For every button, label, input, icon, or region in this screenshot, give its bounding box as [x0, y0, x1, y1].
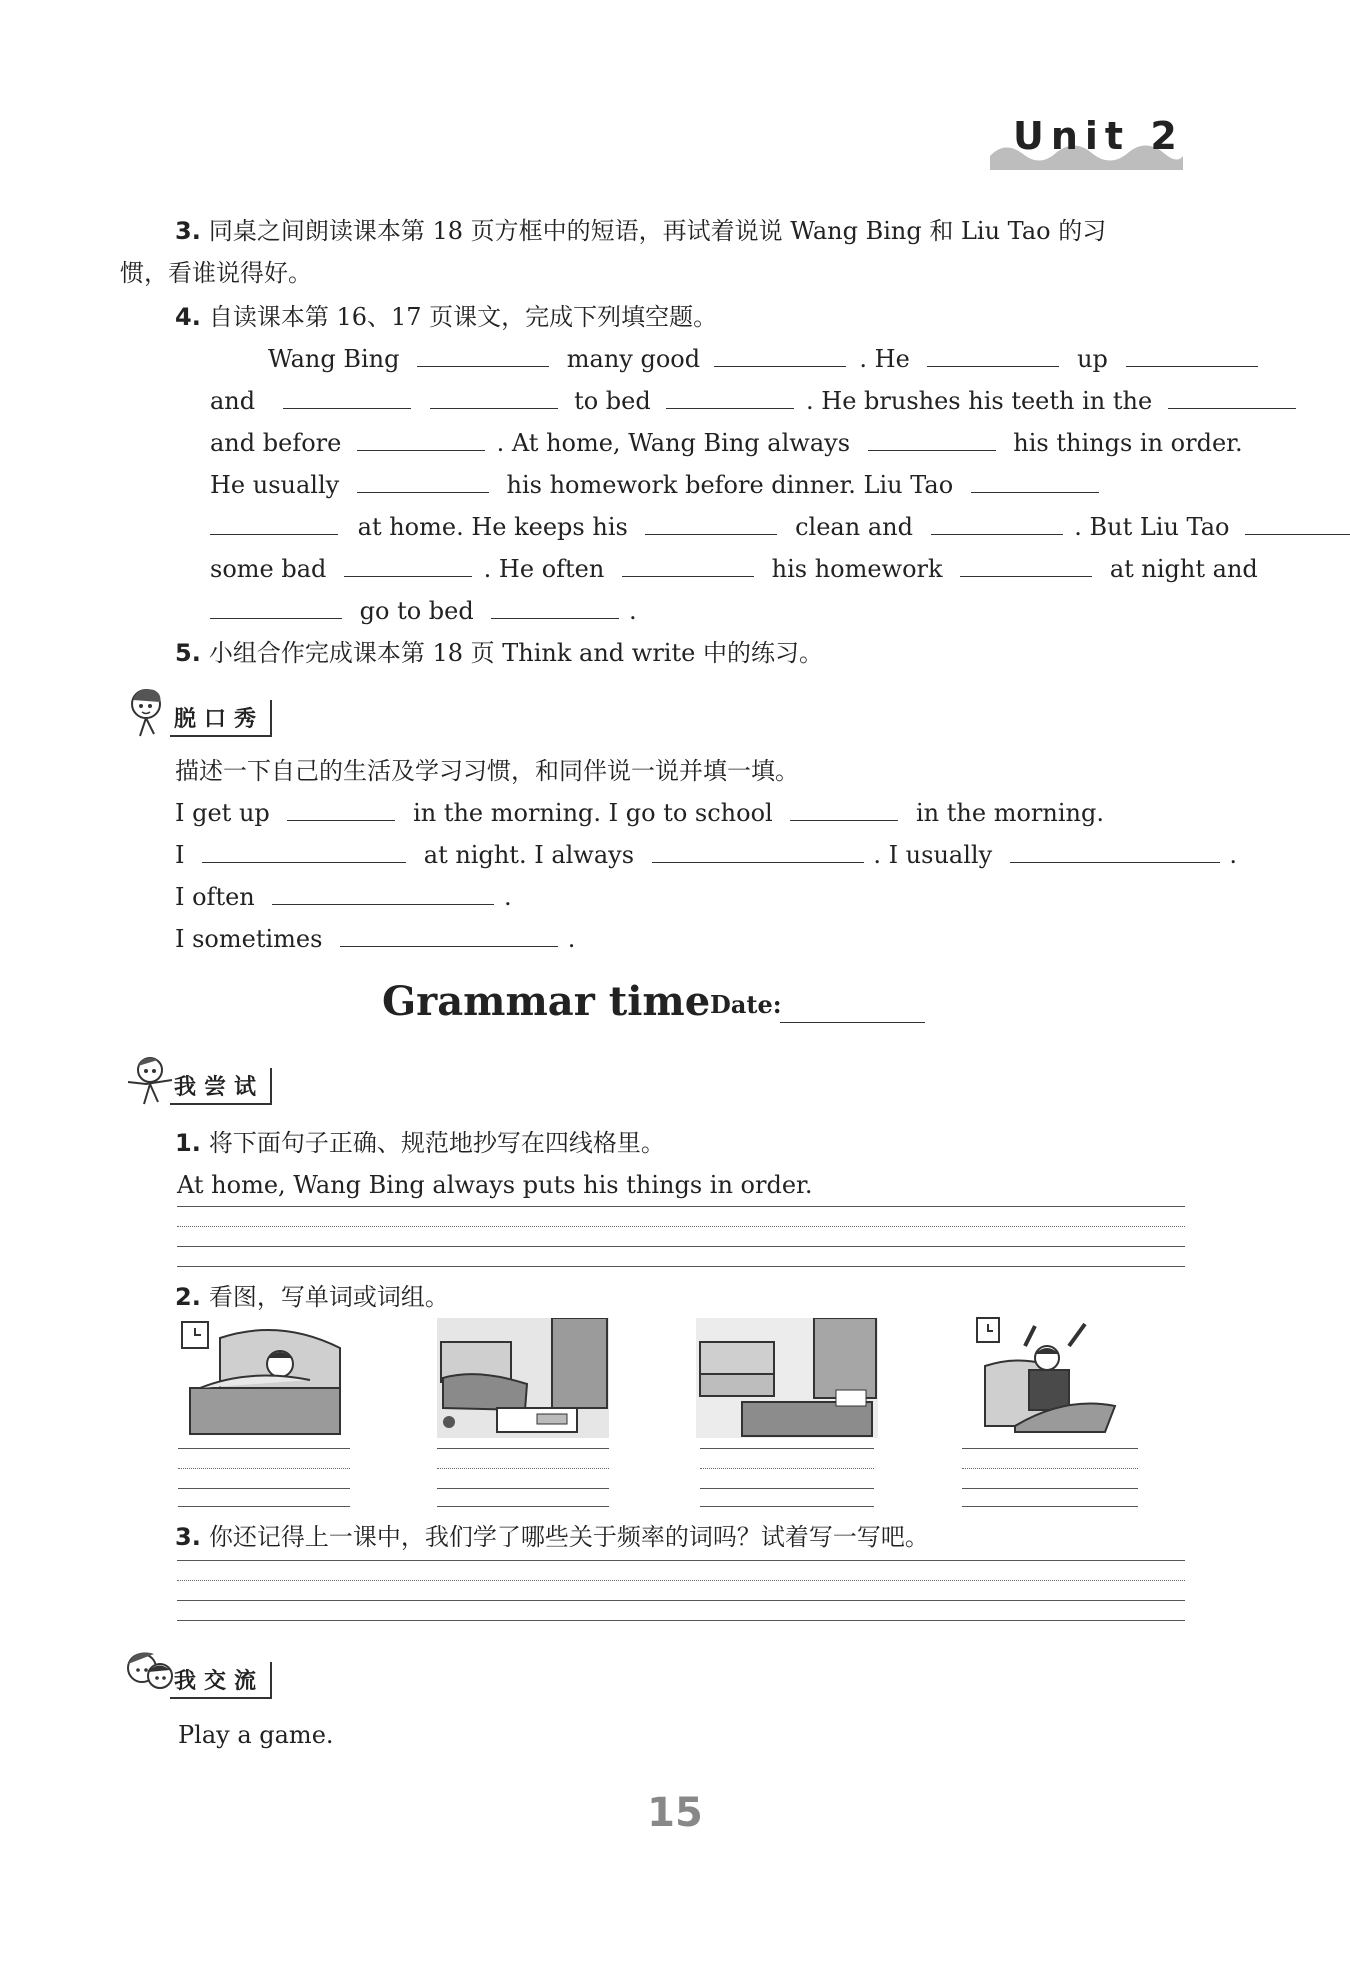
q4-text: at night and: [1109, 555, 1258, 583]
talk-text: in the morning. I go to school: [413, 799, 773, 827]
q4-text: to bed: [574, 387, 651, 415]
fill-blank[interactable]: [666, 386, 794, 409]
grid-line: [700, 1448, 874, 1449]
q4-text: his homework: [771, 555, 943, 583]
grid-line: [178, 1506, 350, 1507]
fill-blank[interactable]: [340, 924, 558, 947]
try-q2-text: 看图，写单词或词组。: [208, 1283, 449, 1311]
try-q1-line: [175, 1128, 665, 1158]
q4-number: 4.: [175, 303, 201, 331]
try-q2-number: 2.: [175, 1283, 201, 1311]
messy-room-picture: [437, 1318, 609, 1438]
fill-blank[interactable]: [210, 596, 342, 619]
grid-line: [177, 1620, 1185, 1621]
picture4-answer-grid[interactable]: [962, 1448, 1138, 1508]
q3-number: 3.: [175, 217, 201, 245]
q4-text: some bad: [210, 555, 327, 583]
copy-sentence: At home, Wang Bing always puts his things in order.: [177, 1171, 813, 1199]
grid-line: [700, 1468, 874, 1469]
q5-number: 5.: [175, 639, 201, 667]
exchange-label: 我交流: [170, 1662, 272, 1699]
grid-line: [177, 1206, 1185, 1207]
fill-blank[interactable]: [417, 344, 549, 367]
try-q1-number: 1.: [175, 1129, 201, 1157]
grid-line: [177, 1600, 1185, 1601]
q4-text: . He: [859, 345, 910, 373]
exchange-header: [124, 1646, 324, 1702]
picture2-answer-grid[interactable]: [437, 1448, 609, 1508]
q3-line2: 惯，看谁说得好。: [120, 259, 312, 287]
grid-line: [177, 1246, 1185, 1247]
try-q1-text: 将下面句子正确、规范地抄写在四线格里。: [208, 1129, 665, 1157]
talk-text: I: [175, 841, 185, 869]
grid-line: [178, 1488, 350, 1489]
waking-boy-picture: [975, 1316, 1125, 1436]
fill-blank[interactable]: [622, 554, 754, 577]
q5-line: [175, 638, 823, 668]
q4-text: many good: [566, 345, 701, 373]
grid-line: [962, 1506, 1138, 1507]
q4-text: and before: [210, 429, 342, 457]
fill-blank[interactable]: [714, 344, 846, 367]
q3-line1: [175, 216, 1106, 246]
talk-line4: [175, 924, 575, 954]
fill-blank[interactable]: [1126, 344, 1258, 367]
fill-blank[interactable]: [202, 840, 406, 863]
q4-text: He usually: [210, 471, 340, 499]
q4-text: Wang Bing: [268, 345, 400, 373]
q3-text-line1: 同桌之间朗读课本第 18 页方框中的短语，再试着说说 Wang Bing 和 Liu Tao 的习: [208, 217, 1107, 245]
fill-blank[interactable]: [927, 344, 1059, 367]
talk-line1: [175, 798, 1104, 828]
talk-text: I often: [175, 883, 255, 911]
grid-line: [437, 1448, 609, 1449]
page-number: 15: [647, 1790, 703, 1836]
q4-text: his homework before dinner. Liu Tao: [506, 471, 954, 499]
fill-blank[interactable]: [430, 386, 558, 409]
q4-passage-line1: [268, 344, 1258, 374]
talk-text: .: [1229, 841, 1238, 869]
fill-blank[interactable]: [283, 386, 411, 409]
try-q3-text: 你还记得上一课中，我们学了哪些关于频率的词吗？试着写一写吧。: [208, 1523, 929, 1551]
unit-title: Unit 2: [1013, 114, 1184, 158]
talk-text: I sometimes: [175, 925, 323, 953]
talk-text: I get up: [175, 799, 270, 827]
fill-blank[interactable]: [960, 554, 1092, 577]
q4-passage-line3: [210, 428, 1243, 458]
fill-blank[interactable]: [272, 882, 494, 905]
grid-line: [177, 1266, 1185, 1267]
talk-text: . I usually: [873, 841, 993, 869]
fill-blank[interactable]: [491, 596, 619, 619]
fill-blank[interactable]: [210, 512, 338, 535]
grid-line: [962, 1468, 1138, 1469]
date-field[interactable]: [780, 1022, 925, 1023]
fill-blank[interactable]: [1010, 840, 1220, 863]
unit-badge: [985, 108, 1185, 170]
q4-passage-line6: [210, 554, 1258, 584]
fill-blank[interactable]: [287, 798, 395, 821]
q5-text: 小组合作完成课本第 18 页 Think and write 中的练习。: [208, 639, 823, 667]
q4-text: . At home, Wang Bing always: [496, 429, 851, 457]
talk-line2: [175, 840, 1237, 870]
grid-line: [177, 1226, 1185, 1227]
fill-blank[interactable]: [357, 428, 485, 451]
fill-blank[interactable]: [357, 470, 489, 493]
grid-line: [178, 1448, 350, 1449]
try-label: 我尝试: [170, 1068, 272, 1105]
date-label: Date:: [710, 990, 782, 1019]
fill-blank[interactable]: [868, 428, 996, 451]
fill-blank[interactable]: [645, 512, 777, 535]
grid-line: [177, 1580, 1185, 1581]
sleeping-boy-picture: [180, 1318, 350, 1438]
fill-blank[interactable]: [971, 470, 1099, 493]
fill-blank[interactable]: [1245, 512, 1350, 535]
grid-line: [962, 1448, 1138, 1449]
fill-blank[interactable]: [344, 554, 472, 577]
talk-show-header: [124, 684, 324, 740]
q4-text: clean and: [795, 513, 913, 541]
q4-passage-line2: [210, 386, 1296, 416]
talk-text: in the morning.: [916, 799, 1104, 827]
talk-text: .: [504, 883, 512, 911]
exchange-text: Play a game.: [178, 1721, 334, 1749]
q4-instruction-line: [175, 302, 717, 332]
picture1-answer-grid[interactable]: [178, 1448, 350, 1508]
try-q2-line: [175, 1282, 449, 1312]
talk-text: .: [567, 925, 576, 953]
grid-line: [177, 1560, 1185, 1561]
q4-text: .: [629, 597, 637, 625]
talk-text: at night. I always: [423, 841, 635, 869]
q4-text: his things in order.: [1013, 429, 1243, 457]
q4-passage-line5: [210, 512, 1350, 542]
grid-line: [700, 1488, 874, 1489]
talk-show-label: 脱口秀: [170, 700, 272, 737]
grid-line: [700, 1506, 874, 1507]
grammar-time-title: Grammar time: [382, 978, 711, 1025]
talk-line3: [175, 882, 512, 912]
q4-passage-line7: [210, 596, 637, 626]
q4-text: and: [210, 387, 256, 415]
four-line-grid[interactable]: [177, 1206, 1185, 1268]
fill-blank[interactable]: [1168, 386, 1296, 409]
fill-blank[interactable]: [652, 840, 864, 863]
frequency-words-grid[interactable]: [177, 1560, 1185, 1622]
grid-line: [437, 1506, 609, 1507]
try-header: [124, 1052, 324, 1108]
try-q3-line: [175, 1522, 929, 1552]
grid-line: [178, 1468, 350, 1469]
fill-blank[interactable]: [931, 512, 1063, 535]
q4-text: . He brushes his teeth in the: [806, 387, 1153, 415]
tidy-room-picture: [696, 1318, 878, 1438]
grid-line: [437, 1488, 609, 1489]
q4-passage-line4: [210, 470, 1099, 500]
q4-text: go to bed: [359, 597, 474, 625]
q4-text: up: [1077, 345, 1108, 373]
q4-text: . He often: [483, 555, 605, 583]
grid-line: [437, 1468, 609, 1469]
talk-instruction: 描述一下自己的生活及学习习惯，和同伴说一说并填一填。: [175, 757, 799, 785]
q4-text: at home. He keeps his: [357, 513, 628, 541]
q4-instruction: 自读课本第 16、17 页课文，完成下列填空题。: [208, 303, 718, 331]
picture3-answer-grid[interactable]: [700, 1448, 874, 1508]
q4-text: . But Liu Tao: [1074, 513, 1230, 541]
fill-blank[interactable]: [790, 798, 898, 821]
grid-line: [962, 1488, 1138, 1489]
try-q3-number: 3.: [175, 1523, 201, 1551]
